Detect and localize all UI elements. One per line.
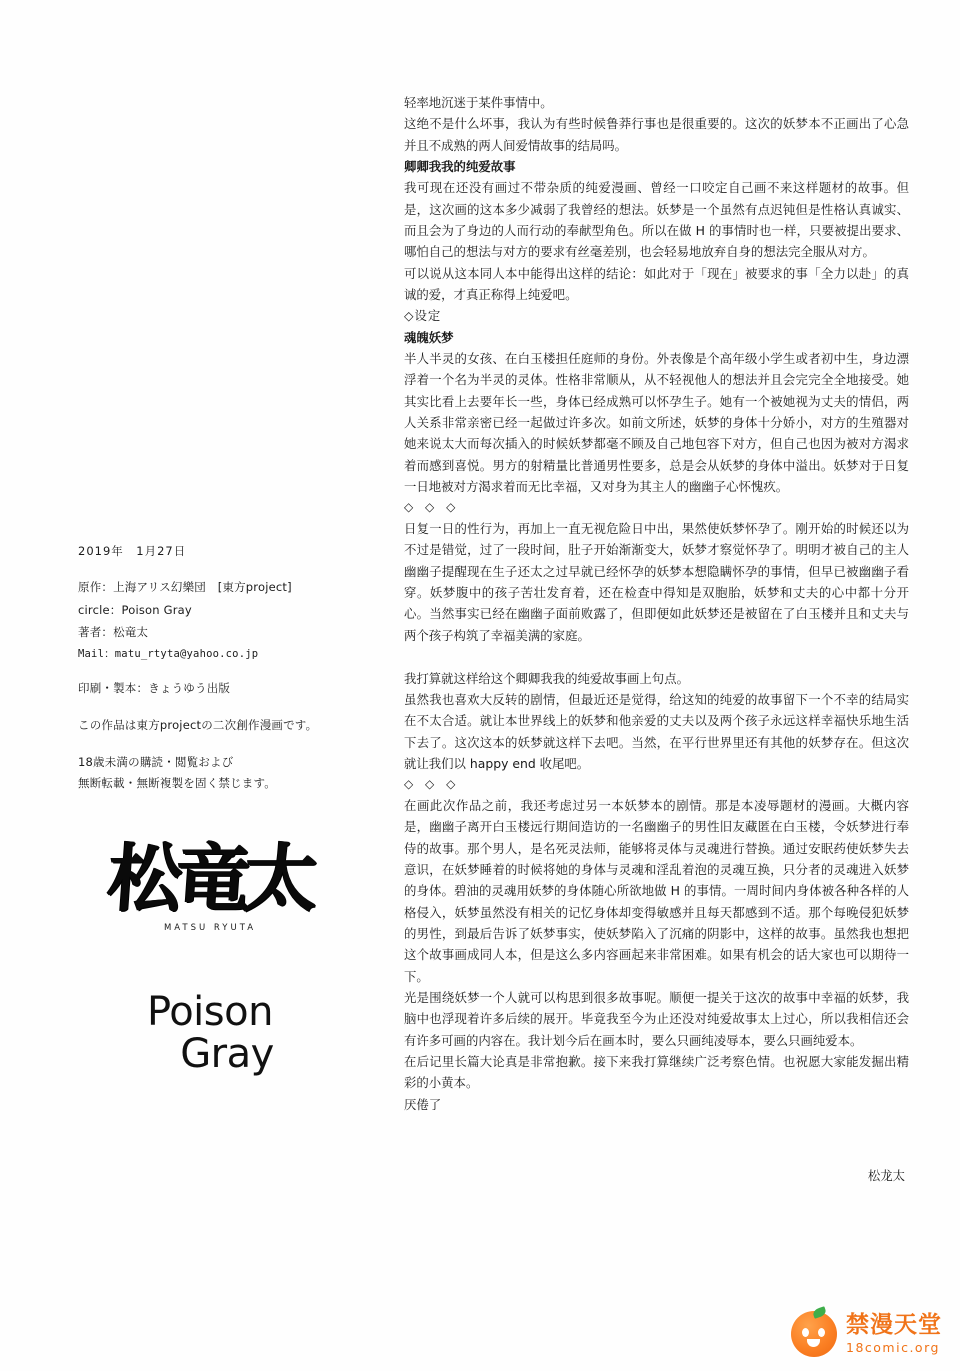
original-work-line: 原作：上海アリス幻樂団 [東方project] <box>78 580 292 595</box>
paragraph-2: 这绝不是什么坏事，我认为有些时候鲁莽行事也是很重要的。这次的妖梦本不正画出了心急并且不成熟的两人间爱情故事的结局吗。 <box>404 116 909 153</box>
watermark-subtitle: 18comic.org <box>846 1339 940 1355</box>
eye-left-icon <box>802 1328 809 1337</box>
paragraph-6: 日复一日的性行为，再加上一直无视危险日中出，果然使妖梦怀孕了。刚开始的时候还以为不过是错觉，过了一段时间，肚子开始渐渐变大，妖梦才察觉怀孕了。明明才被自己的主人幽幽子提醒现在生子还太之过早就已经怀孕的妖梦本想隐瞒怀孕的事情，但早已被幽幽子看穿。妖梦腹中的孩子苦壮发育着，还在检查中得知是双胞胎，妖梦和丈夫的心中都十分开心。当然事实已经在幽幽子面前败露了，但即便如此妖梦还是被留在了白玉楼并且和丈夫与两个孩子构筑了幸福美满的家庭。 <box>404 520 909 643</box>
eye-right-icon <box>818 1328 825 1337</box>
circle-line: circle：Poison Gray <box>78 602 192 617</box>
colophon-block <box>78 540 338 795</box>
author-line: 著者：松竜太 <box>78 625 149 640</box>
mail-line: Mail：matu_rtyta@yahoo.co.jp <box>78 647 259 660</box>
watermark-title: 禁漫天堂 <box>846 1312 942 1339</box>
logo-romaji: MATSU RYUTA <box>163 923 257 934</box>
colophon-text <box>78 540 338 795</box>
leaf-icon <box>812 1306 827 1319</box>
printer-line: 印刷・製本：きょうゆう出版 <box>78 681 231 696</box>
section-heading-settings: ◇设定 <box>404 308 442 324</box>
paragraph-8: 虽然我也喜欢大反转的剧情，但最近还是觉得，给这知的纯爱的故事留下一个不幸的结局实在不太合适。就让本世界线上的妖梦和他亲爱的丈夫以及两个孩子永远这样幸福快乐地生活下去了。这次这本的妖梦就这样下去吧。当然，在平行世界里还有其他的妖梦存在。但这次就让我们以 happy end 收尾吧。 <box>404 692 909 772</box>
age-warning-line2: 無断転載・無断複製を固く禁じます。 <box>78 776 276 791</box>
paragraph-4: 可以说从这本同人本中能得出这样的结论：如此对于「现在」被要求的事「全力以赴」的真诚的爱，才真正称得上纯爱吧。 <box>404 265 909 302</box>
paragraph-10: 光是围绕妖梦一个人就可以构思到很多故事呢。顺便一提关于这次的故事中幸福的妖梦，我脑中也浮现着许多后续的展开。毕竟我至今为止还没对纯爱故事太上过心，所以我相信还会有许多可画的内容在。我计划今后在画本时，要么只画纯凌辱本，要么只画纯爱本。 <box>404 990 909 1048</box>
paragraph-1: 轻率地沉迷于某件事情中。 <box>404 95 553 110</box>
site-watermark <box>791 1311 942 1357</box>
watermark-text <box>846 1313 942 1354</box>
afterword-text-column <box>404 92 909 1186</box>
publication-date: 2019年 1月27日 <box>78 544 187 558</box>
paragraph-11: 在后记里长篇大论真是非常抱歉。接下来我打算继续广泛考察色情。也祝愿大家能发掘出精彩的小黄本。 <box>404 1054 909 1091</box>
brand-line-1: Poison <box>147 989 273 1036</box>
character-name-heading: 魂魄妖梦 <box>404 329 454 345</box>
divider-diamonds-1: ◇ ◇ ◇ <box>404 500 460 515</box>
logo-block <box>100 836 320 1078</box>
paragraph-5: 半人半灵的女孩、在白玉楼担任庭师的身份。外表像是个高年级小学生或者初中生，身边漂浮着一个名为半灵的灵体。性格非常顺从，从不轻视他人的想法并且会完完全全地接受。她其实比看上去要年长一些，身体已经成熟可以怀孕生子。她有一个被她视为丈夫的情侣，两人关系非常亲密已经一起做过许多次。如前文所述，妖梦的身体十分娇小，对方的生殖器对她来说太大而每次插入的时候妖梦都毫不顾及自己地包容下对方，但自己也因为被对方渴求着而感到喜悦。男方的射精量比普通男性要多，总是会从妖梦的身体中溢出。妖梦对于日复一日地被对方渴求着而无比幸福，又对身为其主人的幽幽子心怀愧疚。 <box>404 350 909 494</box>
paragraph-3: 我可现在还没有画过不带杂质的纯爱漫画、曾经一口咬定自己画不来这样题材的故事。但是，这次画的这本多少减弱了我曾经的想法。妖梦是一个虽然有点迟钝但是性格认真诚实、而且会为了身边的人而行动的奉献型角色。所以在做 H 的事情时也一样，只要被提出要求、哪怕自己的想法与对方的要求有丝毫差别，也会轻易地放弃自身的想法完全服从对方。 <box>404 180 909 260</box>
paragraph-7: 我打算就这样给这个卿卿我我的纯爱故事画上句点。 <box>404 670 689 686</box>
divider-diamonds-2: ◇ ◇ ◇ <box>404 777 460 792</box>
brand-line-2: Gray <box>180 1031 274 1078</box>
mascot-icon <box>791 1311 837 1357</box>
age-warning-line1: 18歳未満の購読・閲覧および <box>78 755 234 769</box>
paragraph-12: 厌倦了 <box>404 1096 442 1112</box>
section-heading-pure-love: 卿卿我我的纯爱故事 <box>404 158 516 174</box>
derivative-note: この作品は東方projectの二次創作漫画です。 <box>78 717 318 732</box>
brush-calligraphy-logo: 松竜太 <box>104 836 316 922</box>
author-signature: 松龙太 <box>867 1168 905 1184</box>
paragraph-9: 在画此次作品之前，我还考虑过另一本妖梦本的剧情。那是本凌辱题材的漫画。大概内容是，幽幽子离开白玉楼远行期间造访的一名幽幽子的男性旧友藏匿在白玉楼，令妖梦进行奉侍的故事。那个男人，是名死灵法师，能够将灵体与灵魂进行替换。通过安眠药使妖梦失去意识，在妖梦睡着的时候将她的身体与灵魂和淫乱着泡的灵魂互换，只分者的灵魂进入妖梦的身体。碧油的灵魂用妖梦的身体随心所欲地做 H 的事情。一周时间内身体被各种各样的人格侵入，妖梦虽然没有相关的记忆身体却变得敏感并且每天都感到不适。那个每晚侵犯妖梦的男性，到最后告诉了妖梦事实，使妖梦陷入了沉痛的阴影中，这样的故事。虽然我也想把这个故事画成同人本，但是这么多内容画起来非常困难。如果有机会的话大家也可以期待一下。 <box>404 798 909 984</box>
circle-brand-logo <box>100 989 320 1078</box>
mouth-icon <box>807 1339 820 1347</box>
